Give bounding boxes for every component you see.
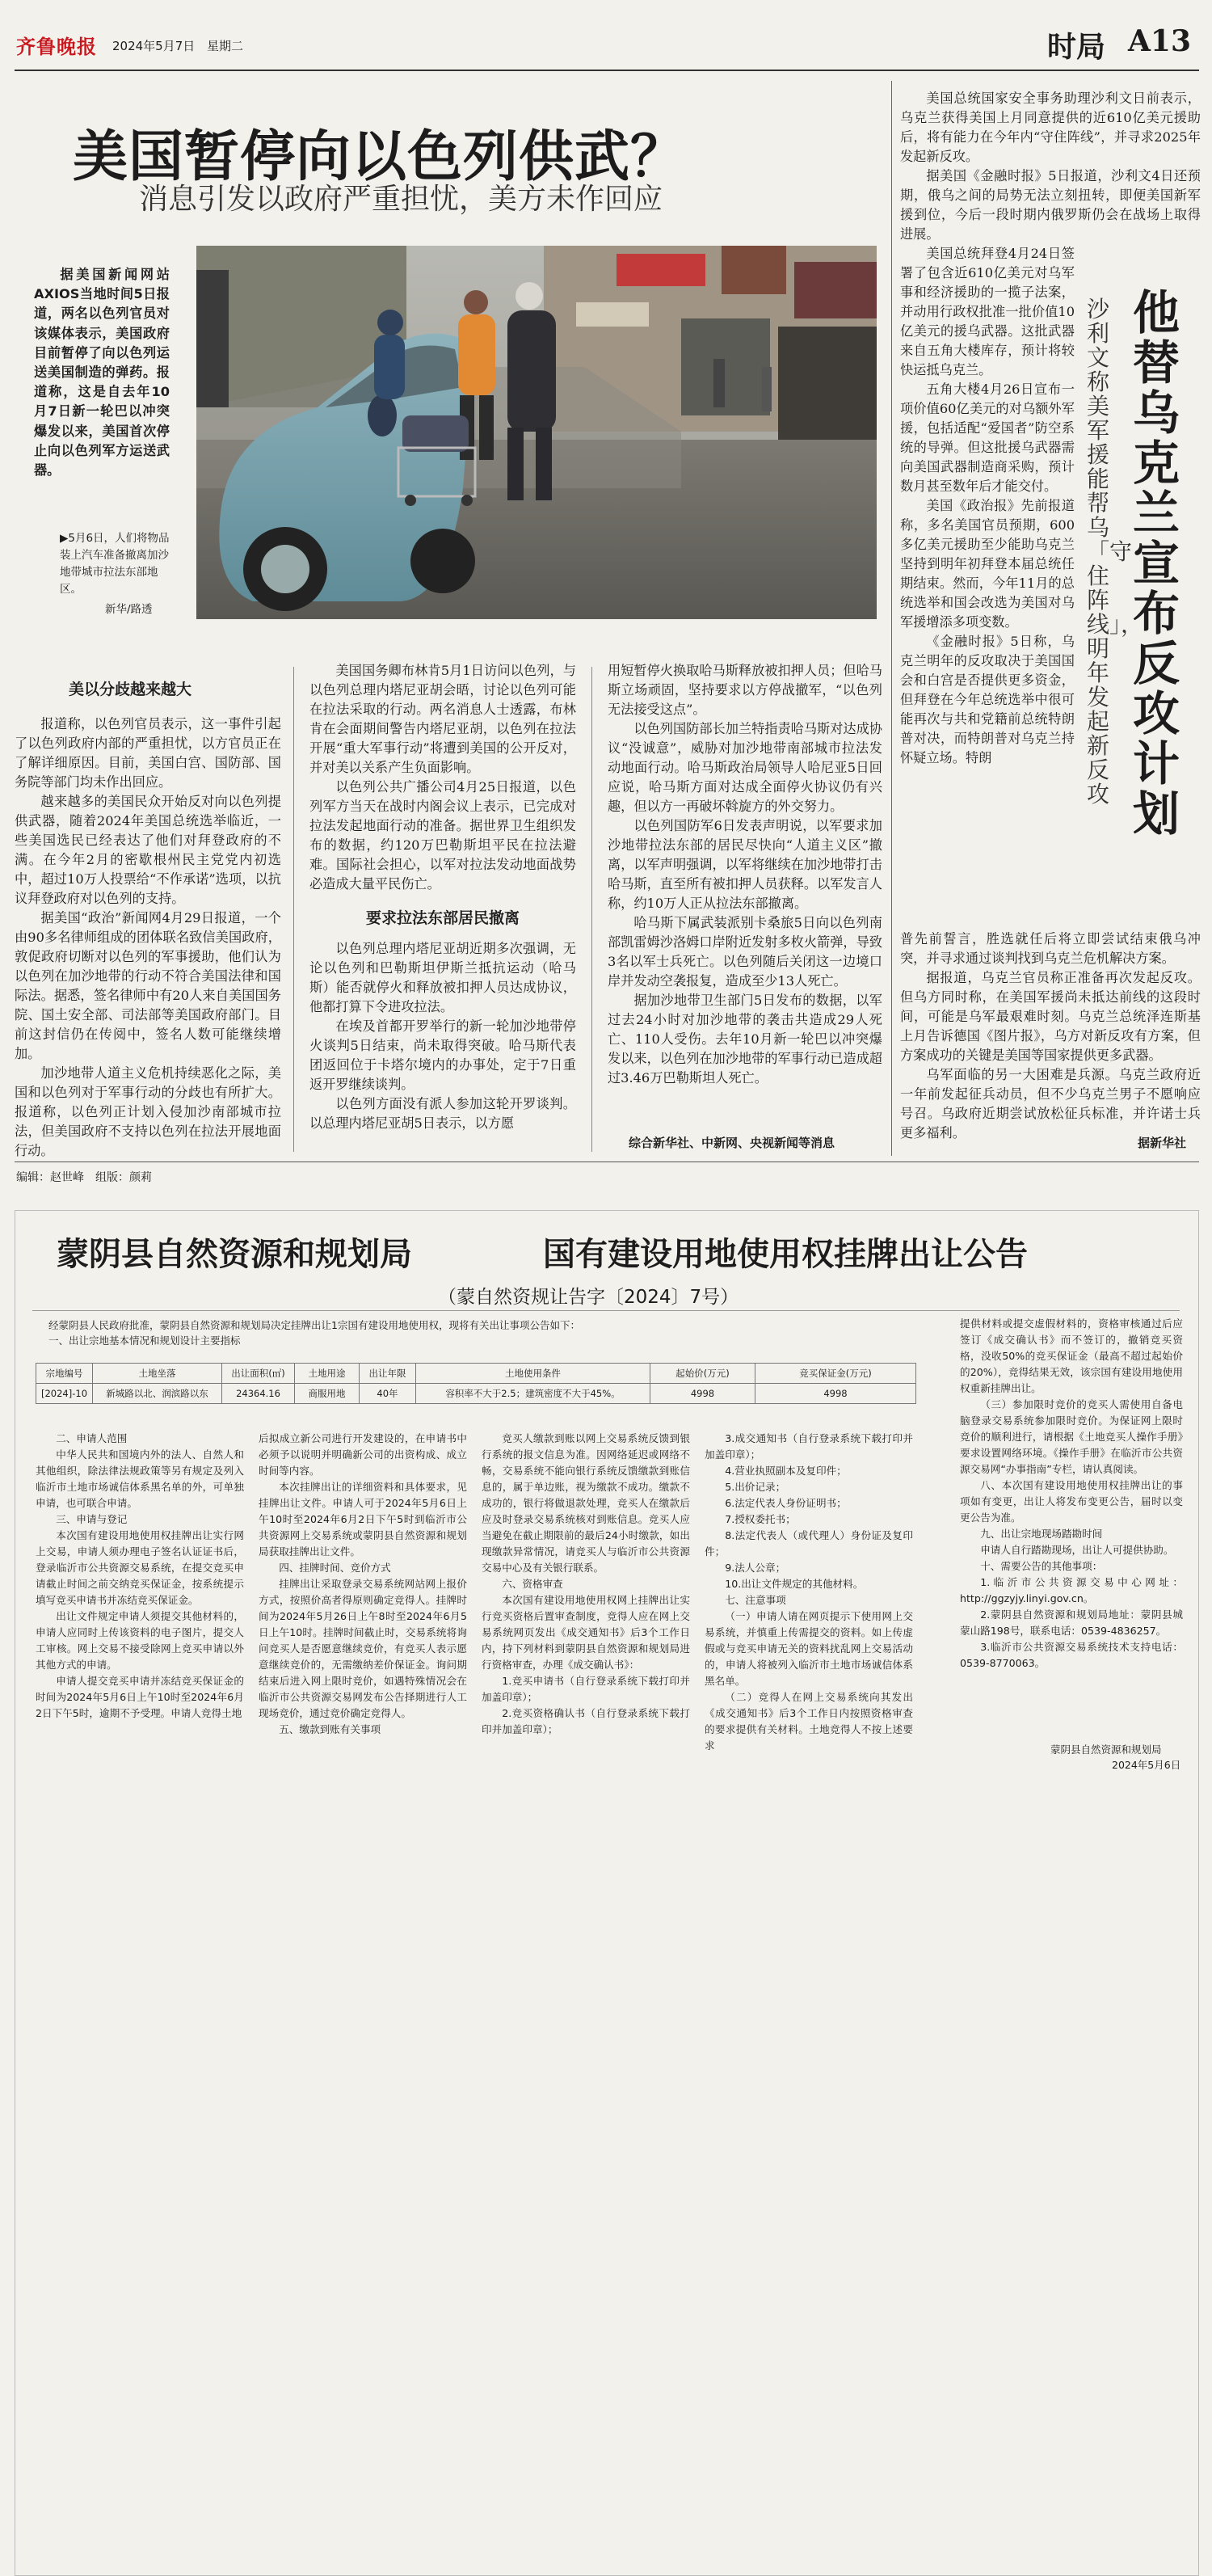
paragraph: 普先前誓言，胜选就任后将立即尝试结束俄乌冲突，并寻求通过谈判找到乌克兰危机解决方案。 (900, 931, 1201, 966)
notice-col1 (36, 1431, 244, 1722)
notice-paragraph: 本次国有建设用地使用权挂牌出让实行网上交易，申请人须办理电子签名认证证书后，登录临沂市公共资源交易系统，在提交竞买申请截止时间之前交纳竞买保证金，按系统提示填写竞买申请书并冻结竞买保证金。 (36, 1529, 244, 1606)
notice-paragraph: 本次国有建设用地使用权网上挂牌出让实行竞买资格后置审查制度，竞得人应在网上交易系统网页发出《成交通知书》后3个工作日内，持下列材料到蒙阴县自然资源和规划局进行资格审查，办理《成交确认书》： (482, 1594, 690, 1671)
notice-col5 (960, 1316, 1183, 1672)
notice-title: 国有建设用地使用权挂牌出让公告 (543, 1235, 1028, 1273)
notice-paragraph: 4.营业执照副本及复印件； (725, 1465, 847, 1477)
table-header: 出让面积(㎡) (222, 1364, 295, 1384)
table-header: 土地坐落 (93, 1364, 222, 1384)
issue-weekday: 星期二 (207, 39, 244, 53)
paragraph: 乌军面临的另一大困难是兵源。乌克兰政府近一年前发起征兵动员，但不少乌克兰男子不愿响应号召。乌政府近期尝试放松征兵标准，并许诺士兵更多福利。 (900, 1067, 1201, 1140)
notice-paragraph: 六、资格审查 (502, 1578, 563, 1590)
issue-date: 2024年5月7日 (112, 39, 196, 53)
table-header: 起始价(万元) (650, 1364, 755, 1384)
notice-paragraph: 3.成交通知书（自行登录系统下载打印并加盖印章）； (705, 1432, 913, 1461)
page-number: A13 (1128, 24, 1192, 58)
notice-paragraph: 四、挂牌时间、竞价方式 (279, 1562, 391, 1574)
news-photo (196, 246, 877, 619)
headline: 美国暂停向以色列供武？ (73, 124, 687, 189)
land-table (36, 1363, 916, 1404)
notice-paragraph: 七、注意事项 (725, 1594, 786, 1606)
column-divider (591, 667, 592, 1152)
notice-org: 蒙阴县自然资源和规划局 (57, 1235, 412, 1273)
notice-paragraph: （二）竞得人在网上交易系统向其发出《成交通知书》后3个工作日内按照资格审查的要求提供有关材料。土地竞得人不按上述要求 (705, 1691, 913, 1752)
table-header: 竞买保证金(万元) (755, 1364, 916, 1384)
table-row (36, 1384, 916, 1404)
table-header: 宗地编号 (36, 1364, 93, 1384)
table-cell: 新城路以北、润滨路以东 (93, 1384, 222, 1404)
notice-paragraph: 1.竞买申请书（自行登录系统下载打印并加盖印章）； (482, 1675, 690, 1703)
article2-subtitle: 沙利文称美军援能帮乌「守住阵线」，明年发起新反攻 (1087, 296, 1144, 807)
article2-top (900, 89, 1201, 244)
table-cell: 容积率不大于2.5；建筑密度不大于45%。 (416, 1384, 650, 1404)
paragraph: 美国《政治报》先前报道称，多名美国官员预期，600多亿美元援助至少能助乌克兰坚持到明年初拜登本届总统任期结束。然而，今年11月的总统选举和国会改选为美国对乌军援增添多项变数。 (900, 498, 1075, 630)
paragraph: 五角大楼4月26日宣布一项价值60亿美元的对乌额外军援，包括适配“爱国者”防空系统的导弹。但这批援乌武器需向美国武器制造商采购，预计数月甚至数年后才能交付。 (900, 382, 1075, 494)
paragraph: 美国总统拜登4月24日签署了包含近610亿美元对乌军事和经济援助的一揽子法案，并动用行政权批准一批价值10亿美元的援乌武器。这批武器来自五角大楼库存，预计将较快运抵乌克兰。 (900, 246, 1075, 377)
notice-paragraph: （三）参加限时竞价的竞买人需使用自备电脑登录交易系统参加限时竞价。为保证网上限时竞价的顺利进行，请根据《土地竞买人操作手册》要求设置网络环境。《操作手册》在临沂市公共资源交易网“办事指南”专栏，请认真阅读。 (960, 1398, 1183, 1475)
paragraph: 报道称，以色列官员表示，这一事件引起了以色列政府内部的严重担忧，以方官员正在了解详细原因。目前，美国白宫、国防部、国务院等部门均未作出回应。 (15, 716, 281, 790)
article1-source: 综合新华社、中新网、央视新闻等消息 (629, 1136, 835, 1150)
table-cell: [2024]-10 (36, 1384, 93, 1404)
notice-paragraph: 9.法人公章； (725, 1562, 786, 1574)
section-heading-1: 美以分歧越来越大 (69, 681, 192, 698)
paragraph: 以色列总理内塔尼亚胡近期多次强调，无论以色列和巴勒斯坦伊斯兰抵抗运动（哈马斯）能否就停火和释放被扣押人员达成协议，他都打算下令进攻拉法。 (309, 941, 576, 1014)
article2-headline: 他替乌克兰宣布反攻计划 (1133, 285, 1180, 841)
paragraph: 据美国《金融时报》5日报道，沙利文4日还预期，俄乌之间的局势无法立刻扭转，即便美国新军援到位，今后一段时期内俄罗斯仍会在战场上取得进展。 (900, 168, 1201, 242)
article1-col1 (15, 715, 281, 1161)
table-cell: 商服用地 (295, 1384, 360, 1404)
notice-paragraph: 5.出价记录； (725, 1481, 786, 1493)
notice-paragraph: 提供材料或提交虚假材料的，资格审核通过后应签订《成交确认书》而不签订的，撤销竞买资格，没收50%的竞买保证金（最高不超过起始价的20%），竞得结果无效，该宗国有建设用地使用权重新挂牌出让。 (960, 1318, 1183, 1394)
notice-sign-date: 2024年5月6日 (1112, 1759, 1181, 1771)
column-divider (293, 667, 294, 1152)
notice-paragraph: 2.蒙阴县自然资源和规划局地址：蒙阴县城蒙山路198号，联系电话：0539-4836257。 (960, 1608, 1183, 1637)
notice-rule (32, 1310, 1180, 1311)
paragraph: 美国总统国家安全事务助理沙利文日前表示，乌克兰获得美国上月同意提供的近610亿美元援助后，将有能力在今年内“守住阵线”，并寻求2025年发起新反攻。 (900, 91, 1201, 164)
notice-paragraph: 1.临沂市公共资源交易中心网址：http://ggzyjy.linyi.gov.cn。 (960, 1576, 1183, 1604)
notice-section1: 一、出让宗地基本情况和规划设计主要指标 (48, 1334, 241, 1347)
photo-credit: 新华/路透 (105, 603, 153, 616)
paragraph: 越来越多的美国民众开始反对向以色列提供武器，随着2024年美国总统选举临近，一些美国选民已经表达了他们对拜登政府的不满。在今年2月的密歇根州民主党党内初选中，超过10万人投票给“不作承诺”选项，以抗议拜登政府对以色列的支持。 (15, 794, 281, 906)
paragraph: 据美国“政治”新闻网4月29日报道，一个由90多名律师组成的团体联名致信美国政府，敦促政府切断对以色列的军事援助，他们认为以色列在加沙地带的行动不符合美国法律和国际法。据悉，签名律师中有20人来自美国国务院、国土安全部、司法部等美国政府部门。目前这封信仍在传阅中，签名人数可能继续增加。 (15, 910, 281, 1061)
notice-paragraph: 本次挂牌出让的详细资料和具体要求，见挂牌出让文件。申请人可于2024年5月6日上午10时至2024年6月2日下午5时到临沂市公共资源网上交易系统或蒙阴县自然资源和规划局获取挂牌出让文件。 (259, 1481, 467, 1558)
table-cell: 24364.16 (222, 1384, 295, 1404)
notice-paragraph: 10.出让文件规定的其他材料。 (725, 1578, 864, 1590)
notice-paragraph: 挂牌出让采取登录交易系统网站网上报价方式，按照价高者得原则确定竞得人。挂牌时间为2024年5月26日上午8时至2024年6月5日上午10时。挂牌时间截止时，交易系统将询问竞买人是否愿意继续竞价，有竞买人表示愿意继续竞价的，无需缴纳差价保证金。询问期结束后进入网上限时竞价，如遇特殊情况会在临沂市公共资源交易网发布公告择期进行人工现场竞价，通过竞价确定竞得人。 (259, 1578, 467, 1719)
notice-paragraph: 十、需要公告的其他事项： (980, 1560, 1103, 1572)
notice-paragraph: 二、申请人范围 (56, 1432, 128, 1444)
subheadline: 消息引发以政府严重担忧，美方未作回应 (139, 183, 663, 216)
notice-paragraph: 八、本次国有建设用地使用权挂牌出让的事项如有变更，出让人将发布变更公告，届时以变更公告为准。 (960, 1479, 1183, 1524)
notice-paragraph: 后拟成立新公司进行开发建设的，在申请书中必须予以说明并明确新公司的出资构成、成立时间等内容。 (259, 1432, 467, 1477)
notice-paragraph: 五、缴款到账有关事项 (279, 1723, 381, 1735)
paragraph: 加沙地带人道主义危机持续恶化之际，美国和以色列对于军事行动的分歧也有所扩大。报道称，以色列正计划入侵加沙南部城市拉法，但美国政府不支持以色列在拉法开展地面行动。 (15, 1065, 281, 1158)
table-header: 出让年限 (360, 1364, 416, 1384)
article2-narrow (900, 244, 1075, 768)
notice-paragraph: 申请人自行踏勘现场，出让人可提供协助。 (980, 1544, 1174, 1556)
photo-caption: ▶5月6日，人们将物品装上汽车准备撤离加沙地带城市拉法东部地区。 (60, 532, 170, 596)
notice-intro: 经蒙阴县人民政府批准，蒙阴县自然资源和规划局决定挂牌出让1宗国有建设用地使用权，现将有关出让事项公告如下： (48, 1319, 580, 1331)
paragraph: 《金融时报》5日称，乌克兰明年的反攻取决于美国国会和白宫是否提供更多资金，但拜登在今年总统选举中很可能再次与共和党籍前总统特朗普对决，而特朗普对乌克兰持怀疑立场。特朗 (900, 634, 1075, 765)
notice-paragraph: 7.授权委托书； (725, 1513, 796, 1525)
lead-paragraph: 据美国新闻网站AXIOS当地时间5日报道，两名以色列官员对该媒体表示，美国政府目前暂停了向以色列运送美国制造的弹药。报道称，这是自去年10月7日新一轮巴以冲突爆发以来，美国首次停止向以色列军方运送武器。 (34, 267, 170, 479)
paragraph: 以色列国防部长加兰特指责哈马斯对达成协议“没诚意”，威胁对加沙地带南部城市拉法发动地面行动。哈马斯政治局领导人哈尼亚5日回应说，哈马斯方面对达成全面停火协议仍有兴趣，但以方一再破坏斡旋方的外交努力。 (608, 721, 882, 814)
notice-paragraph: 8.法定代表人（或代理人）身份证及复印件； (705, 1529, 913, 1558)
paragraph: 以色列方面没有派人参加这轮开罗谈判。以总理内塔尼亚胡5日表示，以方愿 (309, 1096, 576, 1131)
notice-paragraph: 中华人民共和国境内外的法人、自然人和其他组织，除法律法规政策等另有规定及列入临沂市土地市场诚信体系黑名单的外，可单独申请，也可联合申请。 (36, 1448, 244, 1509)
table-cell: 4998 (755, 1384, 916, 1404)
notice-number: （蒙自然资规让告字〔2024〕7号） (438, 1287, 739, 1308)
column-divider (891, 81, 892, 1156)
article1-col2 (309, 661, 576, 1133)
paragraph: 美国国务卿布林肯5月1日访问以色列，与以色列总理内塔尼亚胡会晤，讨论以色列可能在拉法采取的行动。两名消息人士透露，布林肯在会面期间警告内塔尼亚胡，以色列在拉法开展“重大军事行动”将遭到美国的公开反对，并对美以关系产生负面影响。 (309, 663, 576, 775)
table-header: 土地用途 (295, 1364, 360, 1384)
paragraph: 以色列国防军6日发表声明说，以军要求加沙地带拉法东部的居民尽快向“人道主义区”撤离，以军声明强调，以军将继续在加沙地带打击哈马斯，直至所有被扣押人员获释。以军发言人称，约10万人正从拉法东部撤离。 (608, 818, 882, 911)
table-cell: 4998 (650, 1384, 755, 1404)
notice-paragraph: 竞买人缴款到账以网上交易系统反馈到银行系统的报文信息为准。因网络延迟或网络不畅，交易系统不能向银行系统反馈缴款到账信息的，属于单边账，视为缴款不成功。缴款不成功的，银行将做退款处理，竞买人在缴款后应及时登录交易系统核对到账信息。竞买人应当避免在截止期限前的最后24小时缴款，如出现缴款异常情况，请竞买人与临沂市公共资源交易中心及有关银行联系。 (482, 1432, 690, 1574)
article2-source: 据新华社 (1138, 1136, 1187, 1150)
article1-col3 (608, 661, 882, 1088)
notice-sign-org: 蒙阴县自然资源和规划局 (1050, 1743, 1162, 1756)
notice-col2 (259, 1431, 467, 1738)
paragraph: 在埃及首都开罗举行的新一轮加沙地带停火谈判5日结束，尚未取得突破。哈马斯代表团返回位于卡塔尔境内的办事处，定于7日重返开罗继续谈判。 (309, 1018, 576, 1092)
notice-paragraph: 2.竞买资格确认书（自行登录系统下载打印并加盖印章）； (482, 1707, 690, 1735)
notice-paragraph: 申请人提交竞买申请并冻结竞买保证金的时间为2024年5月6日上午10时至2024年6月2日下午5时，逾期不予受理。申请人竞得土地 (36, 1675, 244, 1719)
notice-paragraph: 出让文件规定申请人须提交其他材料的，申请人应同时上传该资料的电子图片，提交人工审核。网上交易不接受除网上竞买申请以外其他方式的申请。 (36, 1610, 244, 1671)
notice-paragraph: 3.临沂市公共资源交易系统技术支持电话：0539-8770063。 (960, 1641, 1183, 1669)
notice-col3 (482, 1431, 690, 1738)
paragraph: 据报道，乌克兰官员称正准备再次发起反攻。但乌方同时称，在美国军援尚未抵达前线的这段时间，可能是乌军最艰难时刻。乌克兰总统泽连斯基上月告诉德国《图片报》，乌方对新反攻有方案，但方案成功的关键是美国等国家提供更多武器。 (900, 970, 1201, 1063)
notice-paragraph: 三、申请与登记 (56, 1513, 128, 1525)
paragraph: 以色列公共广播公司4月25日报道，以色列军方当天在战时内阁会议上表示，已完成对拉法发起地面行动的准备。据世界卫生组织发布的数据，约120万巴勒斯坦平民在拉法避难。国际社会担心，以军对拉法发动地面战势必造成大量平民伤亡。 (309, 779, 576, 892)
notice-paragraph: 6.法定代表人身份证明书； (725, 1497, 847, 1509)
article2-bottom (900, 930, 1201, 1143)
paragraph: 哈马斯下属武装派别卡桑旅5日向以色列南部凯雷姆沙洛姆口岸附近发射多枚火箭弹，导致3名以军士兵死亡。以色列随后关闭这一边境口岸并发动空袭报复，造成至少13人死亡。 (608, 915, 882, 989)
paragraph: 用短暂停火换取哈马斯释放被扣押人员；但哈马斯立场顽固，坚持要求以方停战撤军，“以色列无法接受这点”。 (608, 663, 882, 717)
newspaper-logo: 齐鲁晚报 (16, 35, 97, 58)
editors-credit: 编辑：赵世峰 组版：颜莉 (16, 1171, 152, 1184)
notice-paragraph: （一）申请人请在网页提示下使用网上交易系统，并慎重上传需提交的资料。如上传虚假或与竞买申请无关的资料扰乱网上交易活动的，申请人将被列入临沂市土地市场诚信体系黑名单。 (705, 1610, 913, 1687)
section-heading-2: 要求拉法东部居民撤离 (365, 909, 520, 927)
table-header: 土地使用条件 (416, 1364, 650, 1384)
table-cell: 40年 (360, 1384, 416, 1404)
section-name: 时局 (1047, 31, 1106, 64)
notice-paragraph: 九、出让宗地现场踏勘时间 (980, 1528, 1103, 1540)
notice-col4 (705, 1431, 913, 1754)
paragraph: 据加沙地带卫生部门5日发布的数据，以军过去24小时对加沙地带的袭击共造成29人死亡、110人受伤。去年10月新一轮巴以冲突爆发以来，以色列在加沙地带的军事行动已造成超过3.46万巴勒斯坦人死亡。 (608, 993, 882, 1086)
masthead-rule (15, 70, 1199, 71)
